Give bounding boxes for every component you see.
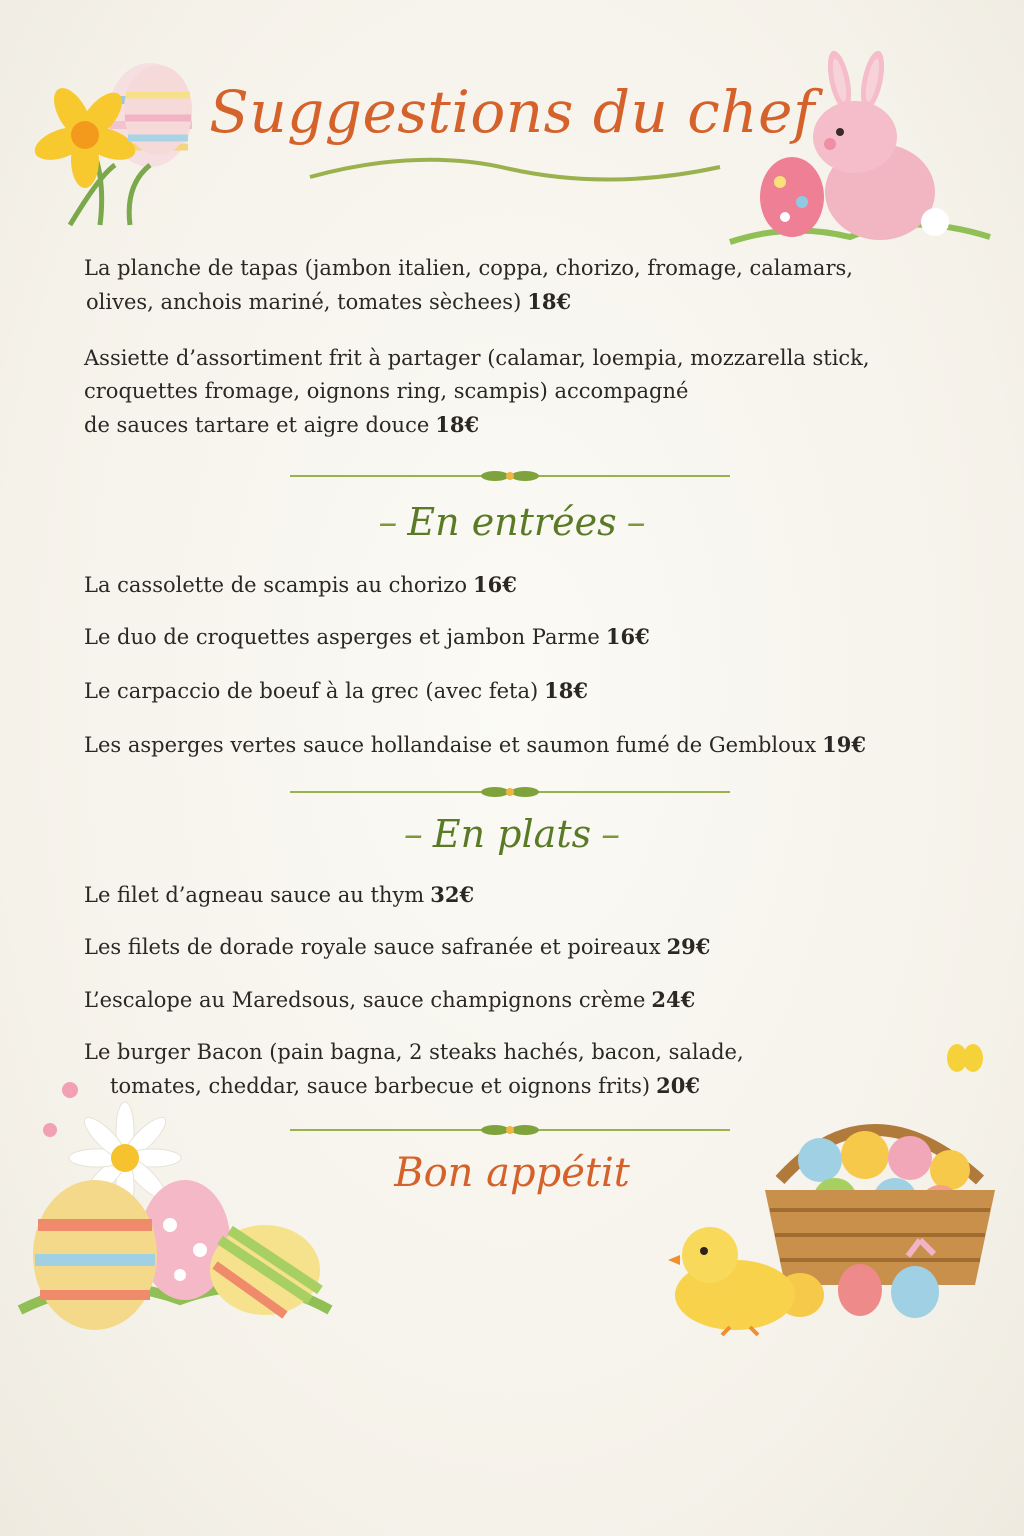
butterfly-icon	[945, 1040, 985, 1080]
menu-item-agneau: Le filet d’agneau sauce au thym 32€	[84, 882, 475, 907]
title-underline-flourish	[300, 152, 730, 192]
item-text-line: croquettes fromage, oignons ring, scampis) accompagné	[84, 379, 689, 403]
item-price: 24€	[651, 987, 696, 1012]
item-price: 18€	[544, 678, 589, 703]
menu-item-carpaccio: Le carpaccio de boeuf à la grec (avec feta) 18€	[84, 678, 589, 703]
dash-ornament: –	[378, 500, 398, 544]
dash-ornament: –	[626, 500, 646, 544]
item-text-line: Le burger Bacon (pain bagna, 2 steaks hachés, bacon, salade,	[84, 1040, 744, 1064]
divider	[290, 778, 730, 806]
item-price: 29€	[666, 934, 711, 959]
menu-item-tapas	[84, 252, 924, 319]
item-text-line: Assiette d’assortiment frit à partager (calamar, loempia, mozzarella stick,	[84, 346, 870, 370]
menu-item-croquettes: Le duo de croquettes asperges et jambon Parme 16€	[84, 624, 650, 649]
menu-item-asperges: Les asperges vertes sauce hollandaise et saumon fumé de Gembloux 19€	[84, 732, 867, 757]
item-text-line: tomates, cheddar, sauce barbecue et oignons frits)	[110, 1074, 651, 1098]
item-text-line: olives, anchois mariné, tomates sèchees)	[86, 290, 522, 314]
item-price: 18€	[435, 412, 480, 437]
dash-ornament: –	[601, 812, 621, 856]
section-title-entrees: – En entrées –	[378, 500, 646, 544]
item-price: 16€	[605, 624, 650, 649]
divider	[290, 462, 730, 490]
menu-item-dorade: Les filets de dorade royale sauce safranée et poireaux 29€	[84, 934, 711, 959]
item-price: 19€	[822, 732, 867, 757]
chick-icon	[660, 1215, 800, 1335]
item-text-line: de sauces tartare et aigre douce	[84, 413, 430, 437]
dash-ornament: –	[403, 812, 423, 856]
menu-item-cassolette: La cassolette de scampis au chorizo 16€	[84, 572, 517, 597]
item-text-line: La planche de tapas (jambon italien, coppa, chorizo, fromage, calamars,	[84, 256, 853, 280]
menu-item-escalope: L’escalope au Maredsous, sauce champignons crème 24€	[84, 987, 696, 1012]
closing-text: Bon appétit	[394, 1150, 630, 1196]
menu-title: Suggestions du chef	[209, 78, 815, 146]
easter-egg-icon	[30, 1170, 320, 1310]
item-price: 18€	[527, 289, 572, 314]
item-price: 32€	[430, 882, 475, 907]
item-price: 20€	[656, 1073, 700, 1098]
section-title-plats: – En plats –	[403, 812, 621, 856]
menu-item-assortiment	[84, 342, 924, 442]
item-price: 16€	[472, 572, 517, 597]
